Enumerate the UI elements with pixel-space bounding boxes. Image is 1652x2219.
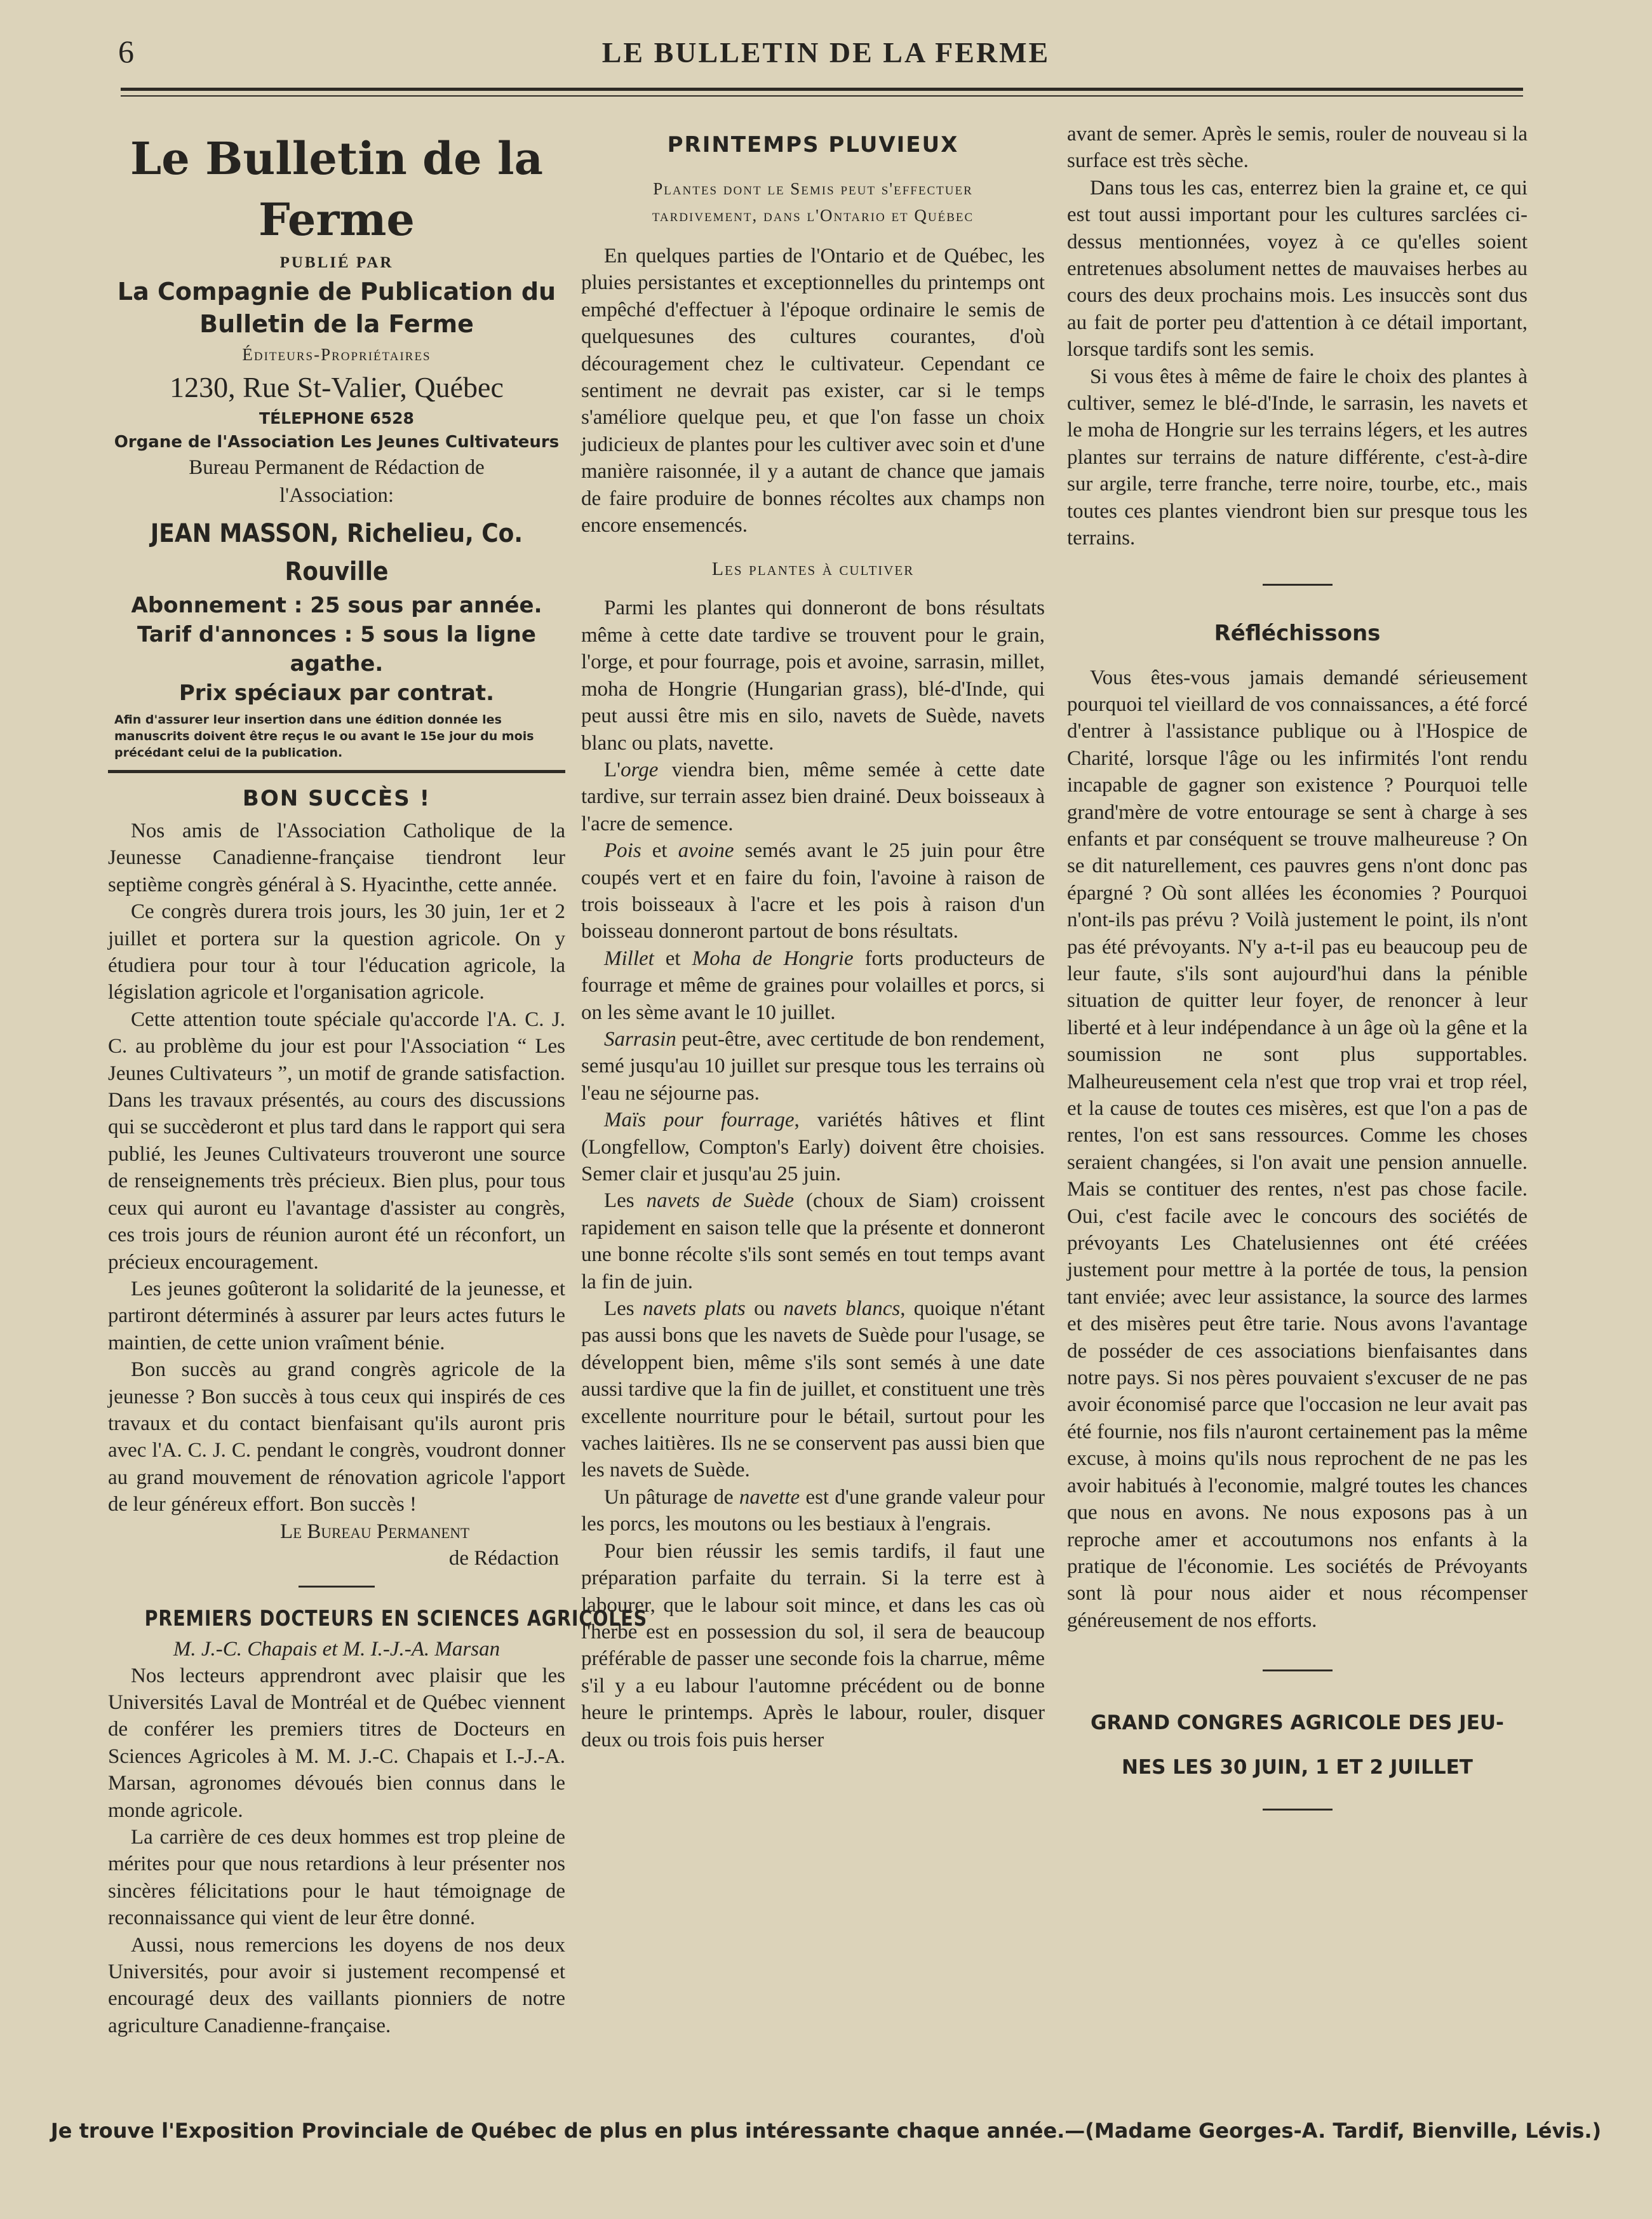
page-number: 6 [118, 34, 134, 69]
paragraph: En quelques parties de l'Ontario et de Québec, les pluies persistantes et exceptionnelles du printemps ont empêché d'effectuer à l'époque ordinaire le semis de quelquesunes des cultures courantes, d'où découragement chez le cultivateur. Cependant ce sentiment ne devrait pas exister, car si le temps s'améliore quelque peu, et que l'on fasse un choix judicieux de plantes pour les cultiver avec soin et d'une manière raisonnée, il y a autant de chance que jamais de faire produire de bonnes récoltes aux champs non encore ensemencés. [581, 245, 1045, 537]
running-title: LE BULLETIN DE LA FERME [601, 36, 1051, 69]
paragraph: Ce congrès durera trois jours, les 30 juin, 1er et 2 juillet et portera sur la question agricole. On y étudiera pour tour à tour l'éducation agricole, la législation agricole et l'organisation agricole. [108, 900, 565, 1004]
signature-line-2: de Rédaction [448, 1546, 559, 1570]
paragraph: avant de semer. Après le semis, rouler de nouveau si la surface est très sèche. [1067, 123, 1528, 173]
notice-line-1: GRAND CONGRES AGRICOLE DES JEU- [1091, 1711, 1504, 1735]
article-title: BON SUCCÈS ! [242, 786, 431, 811]
paragraph: Si vous êtes à même de faire le choix des plantes à cultiver, semez le blé-d'Inde, le sarrasin, les navets et le moha de Hongrie sur les terrains légers, et les autres plantes sur terrains de nature différente, c'est-à-dire sur argile, terre franche, terre noire, tourbe, etc., mais toutes ces plantes viendront bien sur presque tous les terrains. [1067, 365, 1528, 550]
paragraph: Maïs pour fourrage, variétés hâtives et flint (Longfellow, Compton's Early) doivent être choisies. Semer clair et jusqu'au 25 juin. [581, 1109, 1045, 1185]
paragraph: Un pâturage de navette est d'une grande valeur pour les porcs, les moutons ou les bestiaux à l'engrais. [581, 1485, 1045, 1536]
separator [299, 1586, 375, 1588]
column-right [1067, 121, 1528, 1811]
paragraph: Pois et avoine semés avant le 25 juin pour être coupés vert et en faire du foin, l'avoine à raison de trois boisseaux à l'acre et les pois à raison d'un boisseau donneront partout de bons résultats. [581, 839, 1045, 943]
paragraph: Les navets plats ou navets blancs, quoique n'étant pas aussi bons que les navets de Suède pour l'usage, se développent bien, même s'ils sont semés à une date aussi tardive que la fin de juillet, et constituent une très excellente nourriture pour le bétail, surtout pour les vaches laitières. Ils ne se conservent pas aussi bien que les navets de Suède. [581, 1297, 1045, 1482]
masthead-bureau-2: l'Association: [279, 484, 394, 507]
article-title: PREMIERS DOCTEURS EN SCIENCES AGRICOLES [144, 1605, 648, 1631]
paragraph: Cette attention toute spéciale qu'accorde l'A. C. J. C. au problème du jour est pour l'Association “ Les Jeunes Cultivateurs ”, un motif de grande satisfaction. Dans les travaux présentés, au cours des discussions qui se succèderont et plus tard dans le rapport qui sera publié, les Jeunes Cultivateurs trouveront une source de renseignements très précieux. Bien plus, pour tous ceux qui auront eu l'avantage d'assister au congrès, ces trois jours de réunion auront été un réconfort, un précieux encouragement. [108, 1008, 565, 1274]
column-left [108, 121, 648, 2039]
signature-line-1: Le Bureau Permanent [279, 1520, 470, 1543]
separator [1263, 584, 1333, 586]
masthead-company-1: La Compagnie de Publication du [117, 278, 556, 306]
header-rule-thick [121, 88, 1523, 91]
article-docteurs [108, 1602, 648, 2040]
masthead-address: 1230, Rue St-Valier, Québec [170, 371, 504, 403]
article-printemps-continued [1067, 121, 1528, 552]
article-subtitle: Plantes dont le Semis peut s'effectuer tardivement, dans l'Ontario et Québec [652, 179, 974, 225]
paragraph: Millet et Moha de Hongrie forts producteurs de fourrage et même de graines pour volailles et porcs, si on les sème avant le 10 juillet. [581, 947, 1045, 1024]
masthead-bureau-1: Bureau Permanent de Rédaction de [189, 456, 485, 479]
masthead-owners: Éditeurs-Propriétaires [242, 345, 431, 364]
masthead-subscription: Abonnement : 25 sous par année. [131, 593, 542, 618]
article-bon-succes [108, 779, 565, 1572]
article-title: Réfléchissons [1214, 620, 1381, 646]
separator [1263, 1669, 1333, 1671]
paragraph: La carrière de ces deux hommes est trop pleine de mérites pour que nous retardions à leur présenter nos sincères félicitations pour le haut témoignage de reconnaissance qui vient de leur être donné. [108, 1826, 565, 1930]
masthead-company-2: Bulletin de la Ferme [199, 310, 474, 338]
paragraph: Aussi, nous remercions les doyens de nos deux Universités, pour avoir si justement recompensé et encouragé deux des vaillants pionniers de notre agriculture Canadienne-française. [108, 1933, 565, 2037]
article-title: PRINTEMPS PLUVIEUX [667, 132, 959, 158]
masthead-title: Le Bulletin de la Ferme [130, 132, 543, 246]
masthead-ad-rate: Tarif d'annonces : 5 sous la ligne agathe. [137, 622, 536, 677]
paragraph: Pour bien réussir les semis tardifs, il faut une préparation parfaite du terrain. Si la terre est à labourer, que le labour soit mince, et dans les cas où l'herbe est en possession du sol, il sera de beaucoup préférable de passer une seconde fois la charrue, même s'il y a eu labour l'automne précédent ou de bonne heure le printemps. Après le labour, rouler, disquer deux ou trois fois puis herser [581, 1539, 1045, 1751]
paragraph: Dans tous les cas, enterrez bien la graine et, ce qui est tout aussi important pour les cultures sarclées ci-dessus mentionnées, voyez à ce qu'elles soient entretenues absolument nettes de mauvaises herbes au cours des deux prochains mois. Les insuccès sont dus au fait de porter peu d'attention à ce détail important, lorsque tardifs sont les semis. [1067, 176, 1528, 361]
paragraph: Nos amis de l'Association Catholique de la Jeunesse Canadienne-française tiendront leur septième congrès général à S. Hyacinthe, cette année. [108, 819, 565, 896]
paragraph: L'orge viendra bien, même semée à cette date tardive, sur terrain assez bien drainé. Deux boisseaux à l'acre de semence. [581, 758, 1045, 835]
column-middle [581, 121, 1045, 1753]
masthead-organ: Organe de l'Association Les Jeunes Cultivateurs [114, 433, 560, 452]
masthead-editor: JEAN MASSON, Richelieu, Co. Rouville [150, 519, 523, 586]
section-title: Les plantes à cultiver [711, 558, 915, 580]
article-printemps [581, 126, 1045, 1753]
header-rule-thin [121, 95, 1523, 97]
notice-line-2: NES LES 30 JUIN, 1 ET 2 JUILLET [1122, 1756, 1473, 1779]
paragraph: Nos lecteurs apprendront avec plaisir que les Universités Laval de Montréal et de Québec viennent de conférer les premiers titres de Docteurs en Sciences Agricoles à M. M. J.-C. Chapais et I.-J.-A. Marsan, agronomes dévoués bien connus dans le monde agricole. [108, 1664, 565, 1822]
masthead [108, 128, 565, 773]
footer-quote: Je trouve l'Exposition Provinciale de Québec de plus en plus intéressante chaque année.—(Madame Georges-A. Tardif, Bienville, Lévis.) [50, 2119, 1602, 2143]
article-names: M. J.-C. Chapais et M. I.-J.-A. Marsan [173, 1637, 500, 1661]
masthead-published-by: PUBLIÉ PAR [279, 254, 394, 271]
paragraph: Bon succès au grand congrès agricole de la jeunesse ? Bon succès à tous ceux qui inspirés de ces travaux et du contact bienfaisant qu'ils auront pris avec l'A. C. J. C. pendant le congrès, voudront donner au grand mouvement de rénovation agricole l'apport de leur généreux effort. Bon succès ! [108, 1358, 565, 1516]
article-reflechissons [1067, 617, 1528, 1635]
paragraph: Parmi les plantes qui donneront de bons résultats même à cette date tardive se trouvent pour le grain, l'orge, et pour fourrage, pois et avoine, sarrasin, millet, moha de Hongrie (Hungarian grass), blé-d'Inde, qui peut aussi être mis en silo, navets de Suède, navets blanc ou plats, navette. [581, 597, 1045, 755]
paragraph: Vous êtes-vous jamais demandé sérieusement pourquoi tel vieillard de vos connaissances, a été forcé d'entrer à l'assistance publique ou à l'Hospice de Charité, lorsque l'âge ou les infirmités l'ont rendu incapable de gagner son existence ? Pourquoi telle grand'mère de votre entourage se sent à charge à ses enfants et par conséquent se trouve malheureuse ? On se dit naturellement, ces pauvres gens n'ont donc pas épargné ? Où sont allées les économies ? Pourquoi n'ont-ils pas prévu ? Voilà justement le point, ils n'ont pas été prévoyants. N'y a-t-il pas eu beaucoup peu de leur faute, s'ils sont aujourd'hui dans la pénible situation de quitter leur foyer, de renoncer à leur liberté et à leur indépendance à un âge où la gêne et la soumission ne sont plus supportables. Malheureusement cela n'est que trop vrai et trop réel, et la cause de toutes ces misères, est que l'on a pas de rentes, l'on est sans ressources. Comme les choses seraient changées, si l'on avait une pension annuelle. Mais se contituer des rentes, n'est pas chose facile. Oui, c'est facile avec le concours des sociétés de prévoyants Les Chatelusiennes ont été créées justement pour mettre à la portée de tous, la pension tant enviée; avec leur assistance, la source des larmes et des misères peut être tarie. Nous avons l'avantage de posséder de ces associations bienfaisantes dans notre pays. Si nos pères pouvaient s'excuser de ne pas avoir économisé parce que l'occasion ne leur avait pas été fournie, nos fils n'auront certainement pas la même excuse, à moins qu'ils nous reprochent de ne pas les avoir habitués à l'economie, malgré toutes les chances que nous en avons. Ne nous exposons pas à un reproche amer et accoutumons nos enfants à la pratique de l'économie. Les sociétés de Prévoyants sont là pour nous aider et nous récompenser généreusement de nos efforts. [1067, 666, 1528, 1632]
masthead-telephone: TÉLEPHONE 6528 [259, 409, 414, 428]
paragraph: Sarrasin peut-être, avec certitude de bon rendement, semé jusqu'au 10 juillet sur presque tous les terrains où l'eau ne séjourne pas. [581, 1027, 1045, 1105]
masthead-rule [108, 770, 565, 773]
separator [1263, 1809, 1333, 1811]
masthead-notice: Afin d'assurer leur insertion dans une édition donnée les manuscrits doivent être reçus le ou avant le 15e jour du mois précédant celui de la publication. [114, 713, 534, 760]
paragraph: Les jeunes goûteront la solidarité de la jeunesse, et partiront déterminés à assurer par leurs actes futurs le maintien, de cette union vraîment bénie. [108, 1277, 565, 1354]
notice-grand-congres [1067, 1701, 1528, 1790]
paragraph: Les navets de Suède (choux de Siam) croissent rapidement en saison telle que la présente et donneront une bonne récolte s'ils sont semés en tout temps avant la fin de juin. [581, 1189, 1045, 1293]
masthead-special-price: Prix spéciaux par contrat. [178, 680, 495, 706]
